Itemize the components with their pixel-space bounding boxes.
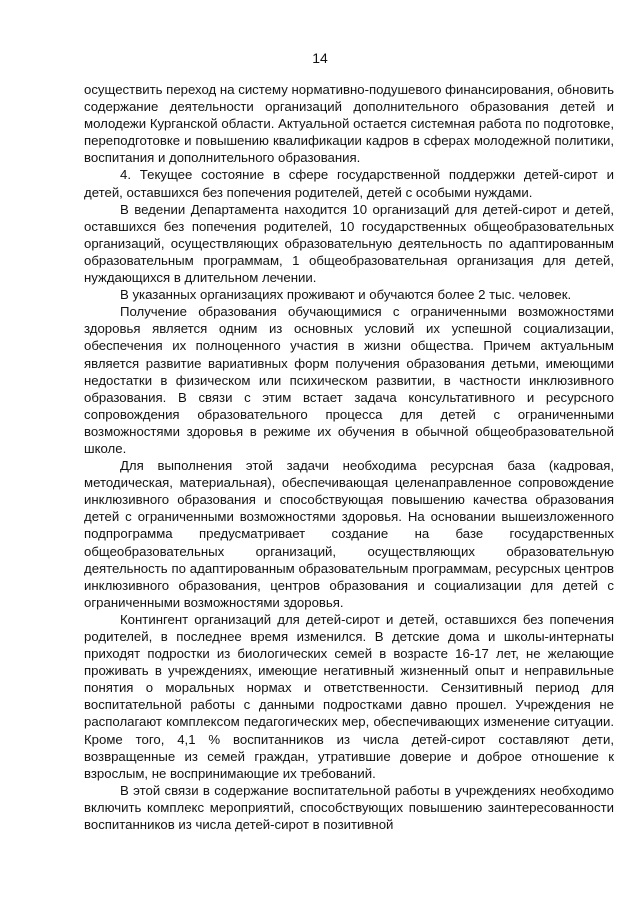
page-number: 14 [312,50,328,66]
paragraph-educational-work: В этой связи в содержание воспитательной работы в учреждениях необходимо включить комплекс мероприятий, способствующих повышению заинтересованности воспитанников из числа детей-сирот в позитивной [84,782,614,833]
paragraph-continuation: осуществить переход на систему нормативно-подушевого финансирования, обновить содержание деятельности организаций дополнительного образования детей и молодежи Курганской области. Актуальной остается системная работа по подготовке, переподготовке и повышению квалификации кадров в сферах молодежной политики, воспитания и дополнительного образования. [84,82,614,166]
document-body [84,81,614,833]
section-heading-4: 4. Текущее состояние в сфере государственной поддержки детей-сирот и детей, оставшихся без попечения родителей, детей с особыми нуждами. [84,167,614,200]
paragraph-contingent: Контингент организаций для детей-сирот и детей, оставшихся без попечения родителей, в последнее время изменился. В детские дома и школы-интернаты приходят подростки из биологических семей в возрасте 16-17 лет, не желающие проживать в учреждениях, имеющие негативный жизненный опыт и неправильные понятия о моральных нормах и ответственности. Сензитивный период для воспитательной работы с данными подростками давно прошел. Учреждения не располагают комплексом педагогических мер, обеспечивающих изменение ситуации. Кроме того, 4,1 % воспитанников из числа детей-сирот составляют дети, возвращенные из семей граждан, утратившие доверие и доброе отношение к взрослым, не воспринимающие их требований. [84,611,614,781]
paragraph-resource-base: Для выполнения этой задачи необходима ресурсная база (кадровая, методическая, материальная), обеспечивающая целенаправленное сопровождение инклюзивного образования и способствующая повышению качества образования детей с ограниченными возможностями здоровья. На основании вышеизложенного подпрограмма предусматривает создание на базе государственных общеобразовательных организаций, осуществляющих образовательную деятельность по адаптированным образовательным программам, ресурсных центров инклюзивного образования, центров образования и социализации для детей с ограниченными возможностями здоровья. [84,458,614,610]
paragraph-enrollment: В указанных организациях проживают и обучаются более 2 тыс. человек. [120,287,572,303]
paragraph-organizations: В ведении Департамента находится 10 организаций для детей-сирот и детей, оставшихся без попечения родителей, 10 государственных общеобразовательных организаций, осуществляющих образовательную деятельность по адаптированным образовательным программам, 1 общеобразовательная организация для детей, нуждающихся в длительном лечении. [84,201,614,286]
paragraph-inclusive-education: Получение образования обучающимися с ограниченными возможностями здоровья является одним из основных условий их успешной социализации, обеспечения их полноценного участия в жизни общества. Причем актуальным является развитие вариативных форм получения образования детьми, имеющими недостатки в физическом или психическом развитии, в частности инклюзивного образования. В связи с этим встает задача консультативного и ресурсного сопровождения образовательного процесса для детей с ограниченными возможностями здоровья в режиме их обучения в обычной общеобразовательной школе. [84,304,614,456]
